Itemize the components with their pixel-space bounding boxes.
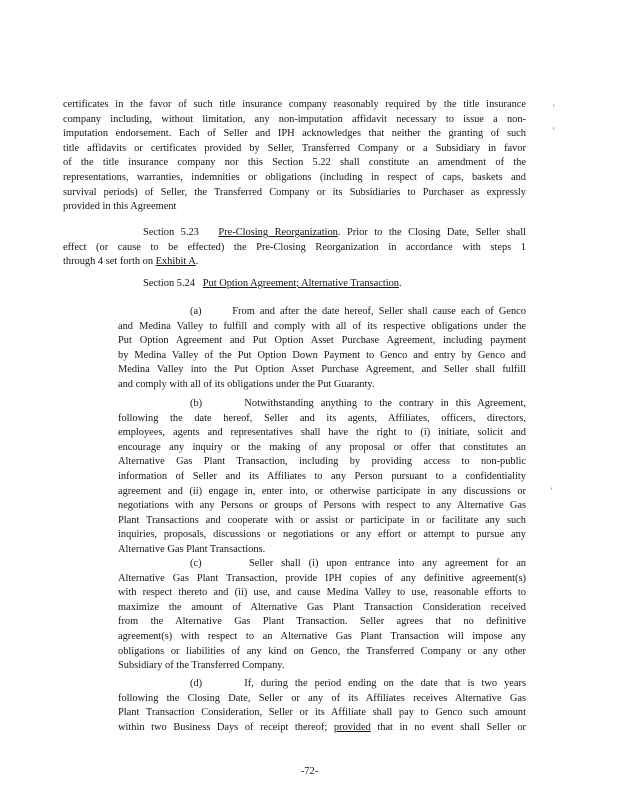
- text-run: that in no event shall Seller or: [370, 721, 526, 733]
- subsection-b: [118, 397, 526, 558]
- text-run: .: [195, 256, 199, 268]
- text-line: provided in this Agreement: [63, 201, 177, 213]
- text-run: . Prior to the Closing Date, Seller shall: [337, 227, 527, 238]
- text-line: certificates in the favor of such title insurance company reasonably required by the title insurance: [63, 99, 526, 110]
- text-line: [118, 677, 526, 692]
- text-line: and Medina Valley to fulfill and comply with all of its respective obligations under the: [118, 320, 526, 332]
- text-line: imputation endorsement. Each of Seller and IPH acknowledges that neither the granting of such: [63, 128, 526, 140]
- text-line: [63, 255, 526, 270]
- text-line: Medina Valley into the Put Option Asset Purchase Agreement, and Seller shall fulfill: [118, 364, 526, 376]
- text-line: following the date hereof, Seller and its agents, Affiliates, officers, directors,: [118, 412, 526, 424]
- text-run: Notwithstanding anything to the contrary in this Agreement,: [244, 398, 526, 409]
- text-line: [118, 397, 526, 412]
- text-line: Put Option Agreement and Put Option Asset Purchase Agreement, including payment: [118, 335, 526, 347]
- section-title: Put Option Agreement; Alternative Transaction: [202, 278, 399, 289]
- text-line: company including, without limitation, any non-imputation affidavit necessary to issue a non-: [63, 113, 526, 125]
- text-line: with respect thereto and (ii) use, and cause Medina Valley to use, reasonable efforts to: [118, 587, 526, 599]
- text-line: from the Alternative Gas Plant Transaction. Seller agrees that no definitive: [118, 616, 526, 628]
- text-line: maximize the amount of Alternative Gas Plant Transaction Consideration received: [118, 601, 526, 613]
- text-line: encourage any inquiry or the making of any proposal or offer that constitutes an: [118, 441, 526, 453]
- section-title: Pre-Closing Reorganization: [218, 227, 338, 238]
- text-line: inquiries, proposals, discussions or negotiations or any effort or attempt to pursue any: [118, 529, 526, 541]
- text-line: title affidavits or certificates provided by Seller, Transferred Company or a Subsidiary in favor: [63, 142, 526, 154]
- text-line: representations, warranties, indemnities or obligations (including in respect of caps, baskets and: [63, 171, 526, 183]
- text-line: Alternative Gas Plant Transactions.: [118, 543, 266, 555]
- subsection-a: [118, 305, 526, 393]
- text-line: [143, 277, 526, 292]
- section-number: Section 5.23: [143, 227, 199, 238]
- text-line: Plant Transaction Consideration, Seller or its Affiliate shall pay to Genco such amount: [118, 707, 526, 719]
- text-line: Plant Transactions and cooperate with or assist or participate in or facilitate any such: [118, 514, 526, 526]
- subsection-d: [118, 677, 526, 735]
- text-line: [63, 226, 526, 241]
- provided-term: provided: [333, 721, 371, 733]
- text-line: of the title insurance company nor this Section 5.22 shall constitute an amendment of the: [63, 157, 526, 169]
- paragraph-title-insurance: [63, 98, 526, 215]
- section-5-24-heading: [143, 277, 526, 292]
- text-line: agreement and (ii) engage in, enter into, or otherwise participate in any discussions or: [118, 485, 526, 497]
- text-line: [118, 721, 526, 736]
- margin-mark: ': [553, 126, 555, 136]
- text-line: following the Closing Date, Seller or any of its Affiliates receives Alternative Gas: [118, 692, 526, 704]
- text-run: From and after the date hereof, Seller shall cause each of Genco: [232, 306, 526, 317]
- text-line: [118, 305, 526, 320]
- text-line: obligations or liabilities of any kind on Genco, the Transferred Company or any other: [118, 645, 526, 657]
- text-line: survival periods) of Seller, the Transferred Company or its Subsidiaries to Purchaser as expressly: [63, 186, 526, 198]
- text-run: Seller shall (i) upon entrance into any agreement for an: [248, 558, 526, 569]
- margin-mark: ': [551, 486, 553, 496]
- subsection-c: [118, 557, 526, 674]
- subsection-label: (a): [190, 306, 202, 317]
- text-line: and comply with all of its obligations under the Put Guaranty.: [118, 378, 375, 390]
- margin-mark: ': [553, 103, 555, 113]
- text-run: If, during the period ending on the date that is two years: [244, 678, 526, 689]
- text-line: negotiations with any Persons or groups of Persons with respect to any Alternative Gas: [118, 500, 526, 512]
- text-line: employees, agents and representatives shall have the right to (i) initiate, solicit and: [118, 427, 526, 439]
- text-run: within two Business Days of receipt thereof;: [118, 721, 334, 733]
- subsection-label: (c): [190, 558, 202, 569]
- text-line: information of Seller and its Affiliates to any Person pursuant to a confidentiality: [118, 470, 526, 482]
- text-line: by Medina Valley of the Put Option Down Payment to Genco and entry by Genco and: [118, 349, 526, 361]
- section-5-23: [63, 226, 526, 270]
- exhibit-a-link[interactable]: Exhibit A: [155, 256, 196, 268]
- text-line: Alternative Gas Plant Transaction, provide IPH copies of any definitive agreement(s): [118, 572, 526, 584]
- page-number: -72-: [300, 766, 319, 777]
- text-line: Subsidiary of the Transferred Company.: [118, 660, 285, 672]
- text-line: [118, 557, 526, 572]
- text-line: Alternative Gas Plant Transaction, including by providing access to non-public: [118, 456, 526, 468]
- subsection-label: (d): [190, 678, 203, 689]
- text-line: effect (or cause to be effected) the Pre-Closing Reorganization in accordance with steps 1: [63, 241, 526, 253]
- text-line: agreement(s) with respect to an Alternative Gas Plant Transaction will impose any: [118, 630, 526, 642]
- text-run: through 4 set forth on: [63, 256, 156, 268]
- text-run: .: [399, 278, 402, 289]
- section-number: Section 5.24: [143, 278, 195, 289]
- subsection-label: (b): [190, 398, 203, 409]
